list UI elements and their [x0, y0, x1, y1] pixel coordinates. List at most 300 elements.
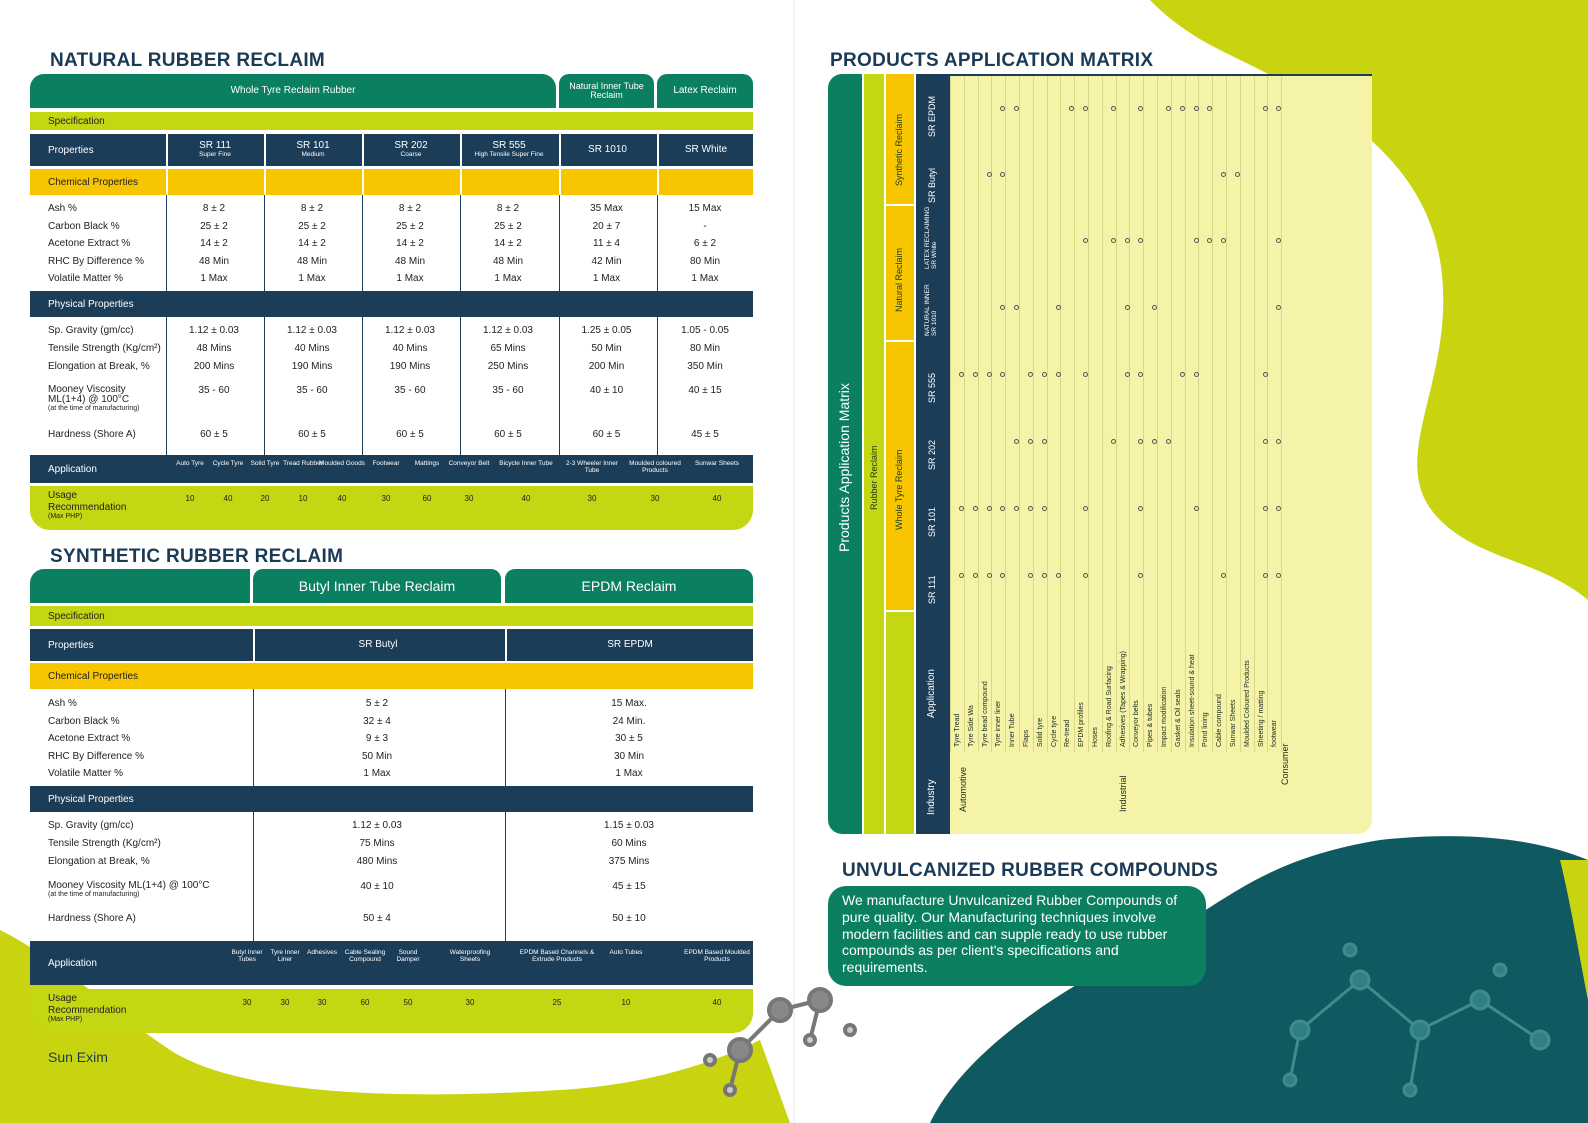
matrix-app-label: Solid tyre	[1036, 717, 1044, 747]
row-value: 48 Mins	[196, 343, 232, 354]
matrix-app-label: Flaps	[1023, 729, 1030, 747]
grade-sub: Medium	[301, 150, 325, 158]
nat-usage-value: 30	[464, 494, 474, 503]
matrix-col-line	[1102, 76, 1103, 752]
mooney-value: 40 ± 10	[589, 385, 624, 396]
row-label: Acetone Extract %	[48, 238, 131, 249]
matrix-app-label: Cycle tyre	[1050, 715, 1058, 747]
matrix-dot	[1056, 372, 1061, 377]
nat-usage-label: Usage Recommendation (Max PHP)	[48, 490, 127, 520]
matrix-col-line	[1198, 76, 1199, 752]
matrix-row-name: NATURAL INNER	[924, 284, 931, 336]
matrix-app-label: Sunwar Sheets	[1230, 699, 1237, 747]
row-label: Ash %	[48, 203, 77, 214]
matrix-row-grade: SR White	[931, 241, 939, 269]
row-value: 5 ± 2	[365, 698, 389, 709]
syn-usage-value: 50	[403, 998, 413, 1007]
syn-app-item: Waterproofing Sheets	[449, 949, 491, 963]
syn-usage-label: Usage Recommendation (Max PHP)	[48, 993, 127, 1023]
row-value: 80 Min	[689, 343, 720, 354]
nat-grade-5	[657, 134, 753, 166]
matrix-industry-label: Industry	[926, 779, 937, 815]
row-label: Elongation at Break, %	[48, 856, 150, 867]
grade-name: SR White	[684, 143, 728, 155]
hardness-value: 60 ± 5	[200, 429, 228, 440]
row-value: 25 ± 2	[298, 220, 326, 232]
row-value: 190 Mins	[291, 361, 333, 372]
matrix-app-label: Pond lining	[1202, 712, 1210, 747]
nat-app-item: Cycle Tyre	[212, 460, 244, 467]
row-value: 1.12 ± 0.03	[189, 325, 239, 336]
row-value: 15 Max	[688, 203, 722, 214]
matrix-col-line	[978, 76, 979, 752]
mooney-value: 35 - 60	[296, 385, 328, 396]
row-value: 375 Mins	[608, 856, 650, 867]
matrix-dot	[959, 506, 964, 511]
nat-usage-value: 40	[712, 494, 722, 503]
matrix-dot	[1194, 372, 1199, 377]
nat-app-item: Moulded coloured Products	[629, 460, 681, 474]
matrix-application-label: Application	[926, 669, 937, 718]
matrix-dot	[959, 573, 964, 578]
matrix-row-label	[928, 373, 938, 403]
matrix-dot	[1125, 372, 1130, 377]
matrix-col-line	[1060, 76, 1061, 752]
matrix-dot	[1042, 372, 1047, 377]
sr-epdm-header: SR EPDM	[505, 629, 753, 661]
matrix-dot	[973, 573, 978, 578]
syn-app-item: Butyl Inner Tubes	[231, 949, 263, 963]
matrix-dot	[1042, 573, 1047, 578]
nat-app-item: Auto Tyre	[176, 460, 204, 467]
row-value: 11 ± 4	[593, 238, 620, 249]
row-value: 40 Mins	[392, 343, 428, 354]
matrix-app-label: Roofing & Road Surfacing	[1105, 666, 1113, 747]
row-value: 8 ± 2	[398, 203, 422, 214]
syn-usage-value: 40	[712, 998, 722, 1007]
row-value: 14 ± 2	[298, 238, 326, 249]
row-value: 25 ± 2	[396, 220, 424, 232]
matrix-row-label	[928, 96, 938, 137]
row-value: 14 ± 2	[396, 238, 424, 249]
row-label: Sp. Gravity (gm/cc)	[48, 820, 134, 831]
row-value: 35 Max	[590, 203, 623, 214]
syn-spec-bar: Specification	[30, 606, 753, 626]
whole-tyre-header: Whole Tyre Reclaim Rubber	[30, 74, 556, 108]
row-value: 1.25 ± 0.05	[581, 325, 632, 336]
row-value: 9 ± 3	[365, 733, 389, 744]
matrix-col-line	[1019, 76, 1020, 752]
row-value: 48 Min	[394, 255, 425, 267]
row-value: 1 Max	[494, 273, 522, 284]
matrix-app-label: Adhesives (Tapes & Wrapping)	[1119, 651, 1127, 747]
lime-wave-left-edge	[0, 0, 25, 930]
matrix-dot	[1042, 439, 1047, 444]
hardness-value: 60 ± 5	[396, 429, 424, 440]
nat-chem-divider	[166, 169, 168, 195]
row-value: 480 Mins	[356, 856, 398, 867]
grade-name: SR 101	[296, 140, 330, 152]
rubber-reclaim-label: Rubber Reclaim	[869, 445, 879, 510]
row-value: 30 Min	[613, 750, 644, 762]
matrix-dot	[1263, 372, 1268, 377]
matrix-row-name: SR 111	[927, 575, 937, 604]
matrix-app-label: Pipes & tubes	[1147, 703, 1155, 747]
row-value: 15 Max.	[611, 698, 647, 709]
matrix-dot	[1166, 439, 1171, 444]
nat-application-bar: Application	[30, 455, 753, 483]
epdm-header: EPDM Reclaim	[505, 569, 753, 603]
row-label: Tensile Strength (Kg/cm²)	[48, 838, 161, 849]
matrix-dot	[1194, 506, 1199, 511]
row-value: 1.15 ± 0.03	[604, 820, 654, 831]
grade-name: SR 555	[492, 140, 526, 152]
nat-chem-divider	[362, 169, 364, 195]
hardness-value: 60 ± 5	[494, 429, 522, 440]
matrix-col-line	[964, 76, 965, 752]
nat-usage-value: 10	[298, 494, 308, 503]
row-label: Elongation at Break, %	[48, 361, 150, 372]
matrix-col-line	[1157, 76, 1158, 752]
matrix-app-label: footwear	[1271, 720, 1279, 747]
syn-usage-value: 30	[465, 998, 475, 1007]
matrix-col-line	[1047, 76, 1048, 752]
matrix-dot	[1028, 439, 1033, 444]
matrix-app-label: Insulation sheet-sound & heat	[1188, 654, 1196, 747]
nat-usage-bar	[30, 486, 753, 530]
row-value: 6 ± 2	[693, 238, 717, 249]
row-value: 8 ± 2	[496, 203, 520, 214]
matrix-dot	[1028, 506, 1033, 511]
matrix-col-line	[1116, 76, 1117, 752]
matrix-band-blank	[886, 612, 914, 834]
grade-name: SR 202	[394, 140, 428, 152]
matrix-dot	[1194, 106, 1199, 111]
row-value: 48 Min	[198, 255, 229, 267]
row-value: 80 Min	[689, 255, 720, 267]
grade-sub: High Tensile Super Fine	[474, 150, 544, 158]
row-value: 1.12 ± 0.03	[385, 325, 435, 336]
nat-mooney-label: Mooney Viscosity ML(1+4) @ 100°C (at the time of manufacturing)	[48, 384, 140, 412]
nat-app-item: 2-3 Wheeler Inner Tube	[565, 460, 619, 474]
row-value: 75 Mins	[359, 838, 395, 849]
nat-usage-value: 40	[337, 494, 347, 503]
matrix-row-label	[928, 168, 938, 203]
matrix-dot	[1180, 372, 1185, 377]
nat-grade-4	[559, 134, 654, 166]
row-value: 1 Max	[615, 768, 643, 779]
matrix-dot	[1235, 172, 1240, 177]
row-label: Acetone Extract %	[48, 733, 131, 744]
row-label: Carbon Black %	[48, 715, 120, 727]
matrix-app-label: Tyre inner liner	[995, 700, 1003, 747]
row-value: 1 Max	[691, 273, 719, 284]
matrix-dot	[987, 172, 992, 177]
syn-usage-bar	[30, 989, 753, 1033]
nat-app-item: Mattings	[414, 460, 440, 467]
nat-grade-2	[362, 134, 458, 166]
matrix-row-name: SR 101	[927, 506, 937, 537]
nat-app-item: Conveyor Belt	[448, 460, 490, 467]
nat-app-item: Tread Rubber	[283, 460, 323, 467]
matrix-dot	[973, 372, 978, 377]
matrix-dot	[973, 506, 978, 511]
unvulcanized-title: UNVULCANIZED RUBBER COMPOUNDS	[842, 860, 1219, 881]
grade-sub: Super Fine	[199, 150, 231, 158]
brand-name: Sun Exim	[48, 1049, 108, 1065]
matrix-row-name: SR 555	[927, 372, 937, 403]
matrix-app-label: Re-tread	[1064, 719, 1072, 747]
matrix-app-label: Sheeting / matting	[1257, 690, 1265, 747]
matrix-app-label: Hoses	[1092, 727, 1099, 747]
nat-usage-value: 30	[587, 494, 597, 503]
sr-butyl-header: SR Butyl	[253, 629, 501, 661]
nat-app-item: Bicycle Inner Tube	[499, 460, 553, 467]
matrix-row-label	[928, 507, 938, 537]
matrix-dot	[1263, 106, 1268, 111]
syn-application-bar: Application	[30, 941, 753, 985]
mooney-value: 40 ± 15	[688, 385, 722, 396]
matrix-dot	[1180, 106, 1185, 111]
matrix-col-line	[1129, 76, 1130, 752]
nat-grade-3	[460, 134, 556, 166]
syn-app-item: EPDM Based Channels & Extrude Products	[519, 949, 595, 963]
mooney-value: 40 ± 10	[360, 881, 394, 892]
nat-properties-bar: Properties	[30, 134, 753, 166]
latex-header: Latex Reclaim	[657, 74, 753, 108]
row-value: 20 ± 7	[592, 220, 621, 232]
row-value: 30 ± 5	[615, 733, 643, 744]
row-label: Sp. Gravity (gm/cc)	[48, 325, 134, 336]
matrix-dot	[1056, 305, 1061, 310]
natural-title: NATURAL RUBBER RECLAIM	[50, 50, 326, 71]
nat-usage-value: 60	[422, 494, 432, 503]
matrix-col-line	[1088, 76, 1089, 752]
row-label: RHC By Difference %	[48, 255, 144, 267]
syn-usage-value: 30	[317, 998, 327, 1007]
row-value: 24 Min.	[612, 715, 646, 727]
row-value: 350 Min	[687, 361, 723, 372]
matrix-dot	[1028, 372, 1033, 377]
row-value: 190 Mins	[389, 361, 431, 372]
synthetic-title: SYNTHETIC RUBBER RECLAIM	[50, 546, 344, 567]
mooney-value: 45 ± 15	[612, 881, 646, 892]
row-value: 1.12 ± 0.03	[287, 325, 337, 336]
hardness-value: 50 ± 10	[612, 913, 646, 924]
grade-name: SR 111	[199, 140, 231, 152]
matrix-row-name: SR EPDM	[927, 95, 937, 137]
matrix-industry-label: Consumer	[1280, 743, 1290, 785]
matrix-dot	[1125, 238, 1130, 243]
matrix-row-name: SR Butyl	[927, 167, 937, 203]
matrix-row-name: LATEX RECLAIMING	[924, 206, 931, 269]
row-value: 14 ± 2	[200, 238, 228, 249]
row-value: 1.05 - 0.05	[681, 325, 729, 336]
syn-properties-bar: Properties	[30, 629, 753, 661]
matrix-dot	[1042, 506, 1047, 511]
mooney-value: 35 - 60	[492, 385, 524, 396]
nat-usage-value: 30	[381, 494, 391, 503]
row-value: 48 Min	[296, 255, 327, 267]
matrix-col-line	[1226, 76, 1227, 752]
row-value: 1 Max	[298, 273, 326, 284]
row-value: 8 ± 2	[300, 203, 324, 214]
syn-app-item: Tyre Inner Liner	[270, 949, 300, 963]
matrix-dot	[959, 372, 964, 377]
nat-grade-0	[166, 134, 262, 166]
row-value: 1 Max	[363, 768, 391, 779]
row-value: 25 ± 2	[200, 220, 228, 232]
matrix-app-label: Tyre Tread	[954, 713, 961, 747]
row-label: Ash %	[48, 698, 77, 709]
matrix-col-line	[1254, 76, 1255, 752]
matrix-dot	[987, 573, 992, 578]
nat-usage-value: 40	[223, 494, 233, 503]
syn-physical-bar: Physical Properties	[30, 786, 753, 812]
nat-chem-divider	[264, 169, 266, 195]
nat-app-item: Sunwar Sheets	[694, 460, 740, 467]
syn-usage-value: 10	[621, 998, 631, 1007]
row-value: 250 Mins	[487, 361, 529, 372]
row-value: 200 Min	[588, 361, 625, 372]
syn-mooney-label: Mooney Viscosity ML(1+4) @ 100°C (at the time of manufacturing)	[48, 880, 210, 898]
matrix-col-line	[1281, 76, 1282, 752]
matrix-dot	[1111, 106, 1116, 111]
matrix-dot	[1263, 506, 1268, 511]
matrix-app-label: Cable compound	[1216, 694, 1224, 747]
matrix-dot	[987, 372, 992, 377]
matrix-col-line	[1033, 76, 1034, 752]
nat-app-item: Solid Tyre	[250, 460, 280, 467]
matrix-app-label: Inner Tube	[1009, 713, 1017, 747]
row-value: 48 Min	[492, 255, 523, 267]
row-value: 1 Max	[592, 273, 621, 284]
matrix-dot	[987, 506, 992, 511]
syn-app-item: Auto Tubes	[609, 949, 643, 956]
matrix-dot	[1111, 439, 1116, 444]
matrix-col-line	[1171, 76, 1172, 752]
hardness-value: 45 ± 5	[691, 429, 719, 440]
nat-chem-divider	[460, 169, 462, 195]
matrix-app-label: Tyre Side Wa	[967, 705, 975, 747]
matrix-dot	[1125, 305, 1130, 310]
matrix-row-label	[928, 440, 938, 470]
matrix-col-line	[1240, 76, 1241, 752]
row-label: Volatile Matter %	[48, 273, 124, 284]
matrix-dot	[1166, 106, 1171, 111]
matrix-col-line	[1212, 76, 1213, 752]
row-value: 1.12 ± 0.03	[483, 325, 533, 336]
nat-chem-divider	[559, 169, 561, 195]
inner-tube-header: Natural Inner Tube Reclaim	[559, 74, 654, 108]
matrix-col-line	[991, 76, 992, 752]
syn-app-item: Cable Sealing Compound	[344, 949, 386, 963]
row-value: 14 ± 2	[494, 238, 522, 249]
nat-physical-bar: Physical Properties	[30, 291, 753, 317]
hardness-value: 50 ± 4	[363, 913, 391, 924]
matrix-dot	[1263, 439, 1268, 444]
row-label: Volatile Matter %	[48, 768, 124, 779]
matrix-dot	[1028, 573, 1033, 578]
row-value: 60 Mins	[611, 838, 647, 849]
matrix-row-grade: SR 1010	[931, 310, 939, 336]
matrix-side-label: Products Application Matrix	[836, 383, 852, 552]
nat-grade-1	[264, 134, 360, 166]
nat-chem-divider	[657, 169, 659, 195]
nat-usage-value: 40	[521, 494, 531, 503]
row-value: 65 Mins	[490, 343, 526, 354]
matrix-col-line	[1267, 76, 1268, 752]
row-value: 50 Min	[591, 343, 622, 354]
matrix-app-label: Moulded Coloured Products	[1243, 660, 1251, 747]
nat-usage-value: 20	[260, 494, 270, 503]
nat-usage-value: 10	[185, 494, 195, 503]
nat-usage-value: 30	[650, 494, 660, 503]
whole-tyre-label: Whole Tyre Reclaim	[894, 449, 904, 530]
row-value: 40 Mins	[294, 343, 330, 354]
row-value: 1 Max	[396, 273, 424, 284]
row-label: Carbon Black %	[48, 220, 120, 232]
syn-usage-value: 60	[360, 998, 370, 1007]
hardness-value: 60 ± 5	[298, 429, 326, 440]
row-value: 42 Min	[591, 255, 622, 267]
butyl-header: Butyl Inner Tube Reclaim	[253, 569, 501, 603]
matrix-dot	[1056, 573, 1061, 578]
row-value: 1 Max	[200, 273, 228, 284]
matrix-app-label: Impact modification	[1161, 686, 1168, 747]
nat-spec-bar: Specification	[30, 112, 753, 130]
row-value: 200 Mins	[193, 361, 235, 372]
row-value: 32 ± 4	[363, 715, 391, 727]
matrix-col-line	[1185, 76, 1186, 752]
syn-header-blank	[30, 569, 250, 603]
row-value: 50 Min	[361, 750, 392, 762]
matrix-row-label	[928, 575, 938, 604]
row-value: 8 ± 2	[202, 203, 226, 214]
synthetic-reclaim-label: Synthetic Reclaim	[894, 113, 904, 186]
nat-app-item: Moulded Goods	[319, 460, 365, 467]
matrix-row-label	[924, 207, 938, 269]
matrix-app-label: Conveyor belts	[1133, 700, 1141, 747]
matrix-dot	[1263, 573, 1268, 578]
syn-usage-value: 30	[242, 998, 252, 1007]
matrix-app-label: Tyre bead compound	[981, 681, 989, 747]
syn-app-item: Adhesives	[307, 949, 337, 956]
matrix-row-label	[924, 284, 938, 336]
grade-sub: Coarse	[400, 150, 422, 158]
matrix-title: PRODUCTS APPLICATION MATRIX	[830, 50, 1154, 71]
matrix-industry-label: Automotive	[958, 766, 968, 812]
nat-app-item: Footwear	[372, 460, 400, 467]
row-value: 1.12 ± 0.03	[352, 820, 402, 831]
matrix-col-line	[1074, 76, 1075, 752]
syn-usage-value: 25	[552, 998, 562, 1007]
nat-chemical-bar: Chemical Properties	[30, 169, 753, 195]
row-value: 25 ± 2	[494, 220, 522, 232]
row-label: RHC By Difference %	[48, 750, 144, 762]
syn-app-item: Sound Damper	[396, 949, 420, 963]
matrix-app-label: EPDM profiles	[1078, 702, 1086, 747]
matrix-col-line	[950, 76, 951, 752]
syn-hardness-label: Hardness (Shore A)	[48, 913, 136, 924]
matrix-col-line	[1005, 76, 1006, 752]
syn-usage-value: 30	[280, 998, 290, 1007]
row-label: Tensile Strength (Kg/cm²)	[48, 343, 161, 354]
natural-reclaim-label: Natural Reclaim	[894, 247, 904, 312]
matrix-dot	[1111, 238, 1116, 243]
matrix-app-label: Gasket & Oil seals	[1174, 689, 1182, 747]
hardness-value: 60 ± 5	[592, 429, 621, 440]
